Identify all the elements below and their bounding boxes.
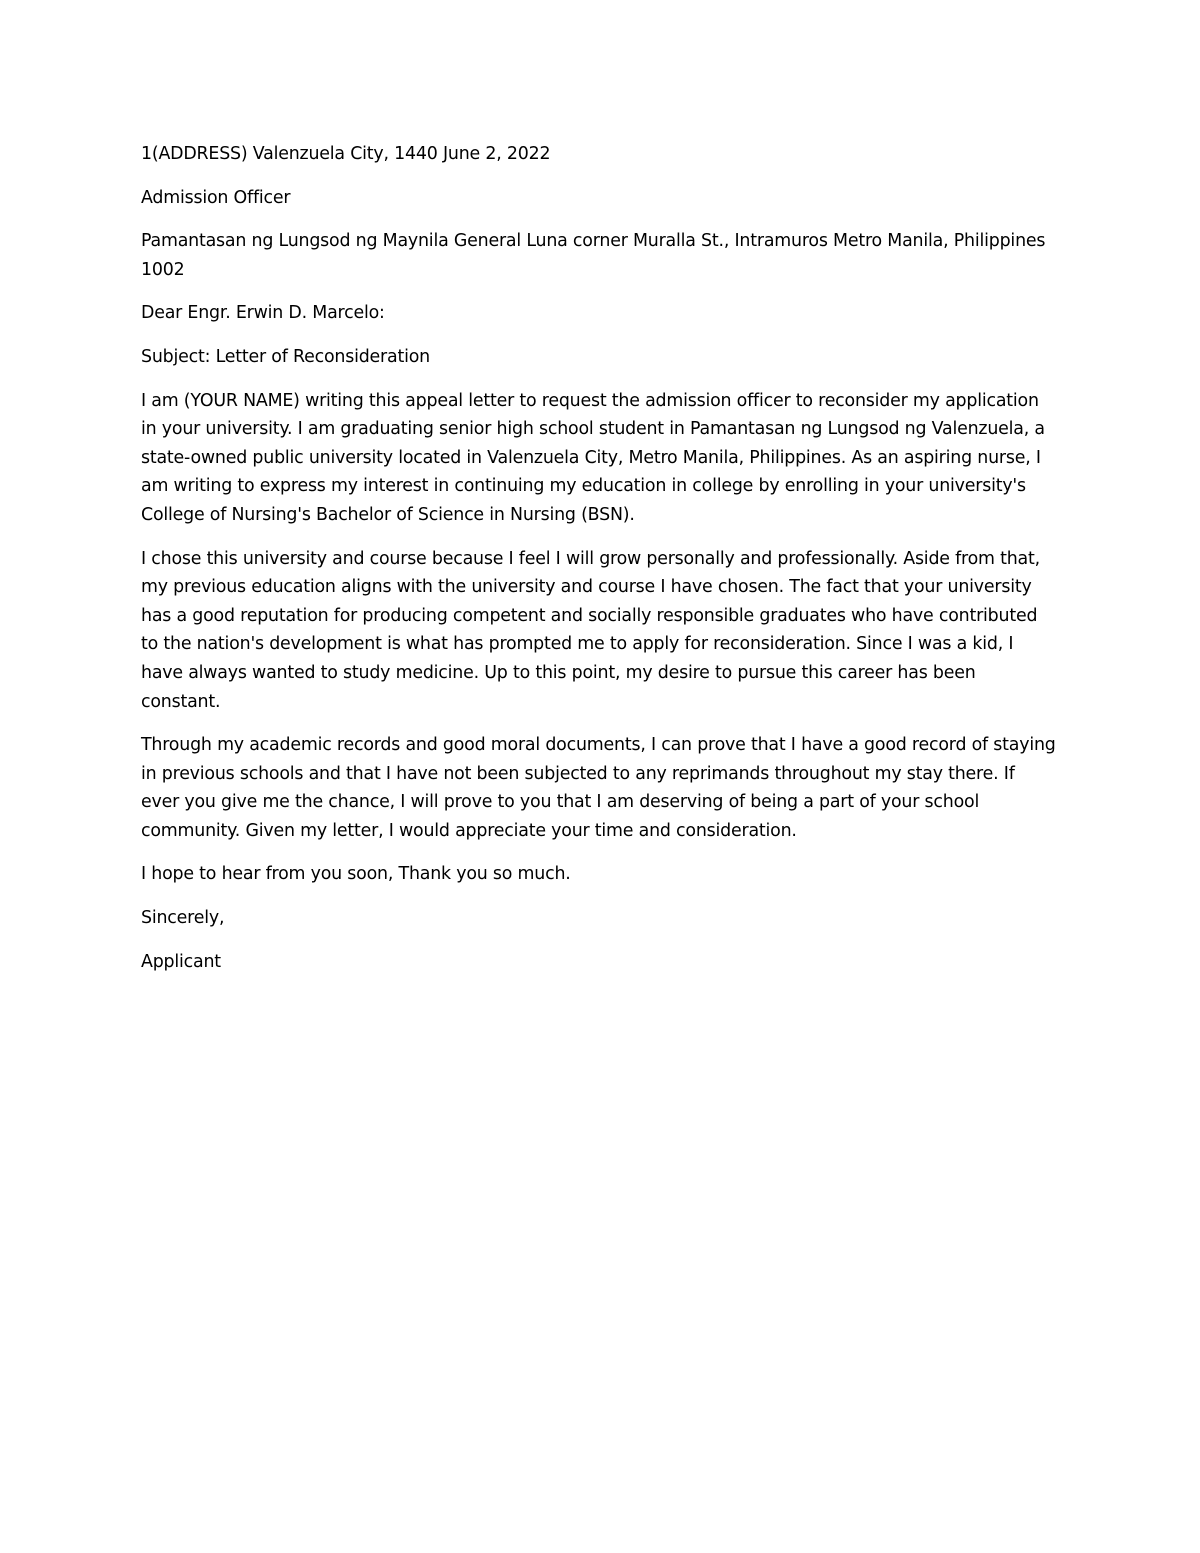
address-line: 1(ADDRESS) Valenzuela City, 1440 June 2, 2022 — [141, 144, 551, 164]
subject-line: Subject: Letter of Reconsideration — [141, 346, 430, 367]
recipient-address: Pamantasan ng Lungsod ng Maynila General Luna corner Muralla St., Intramuros Metro Manila, Philippines 1002 — [141, 231, 1046, 280]
recipient-title: Admission Officer — [141, 187, 291, 208]
letter-body — [141, 140, 1056, 991]
body-paragraph-1: I am (YOUR NAME) writing this appeal letter to request the admission officer to reconsider my application in your university. I am graduating senior high school student in Pamantasan ng Lungsod ng Valenzuela, a state-owned public university located in Valenzuela City, Metro Manila, Philippines. As an aspiring nurse, I am writing to express my interest in continuing my education in college by enrolling in your university's College of Nursing's Bachelor of Science in Nursing (BSN). — [141, 390, 1045, 525]
closing-line: I hope to hear from you soon, Thank you so much. — [141, 864, 571, 885]
signature: Applicant — [141, 951, 221, 972]
salutation: Dear Engr. Erwin D. Marcelo: — [141, 303, 385, 324]
sign-off: Sincerely, — [141, 908, 225, 929]
body-paragraph-2: I chose this university and course because I feel I will grow personally and professionally. Aside from that, my previous education aligns with the university and course I have chosen. The fact that your university has a good reputation for producing competent and socially responsible graduates who have contributed to the nation's development is what has prompted me to apply for reconsideration. Since I was a kid, I have always wanted to study medicine. Up to this point, my desire to pursue this career has been constant. — [141, 548, 1040, 712]
body-paragraph-3: Through my academic records and good moral documents, I can prove that I have a good record of staying in previous schools and that I have not been subjected to any reprimands throughout my stay there. If ever you give me the chance, I will prove to you that I am deserving of being a part of your school community. Given my letter, I would appreciate your time and consideration. — [141, 735, 1056, 841]
